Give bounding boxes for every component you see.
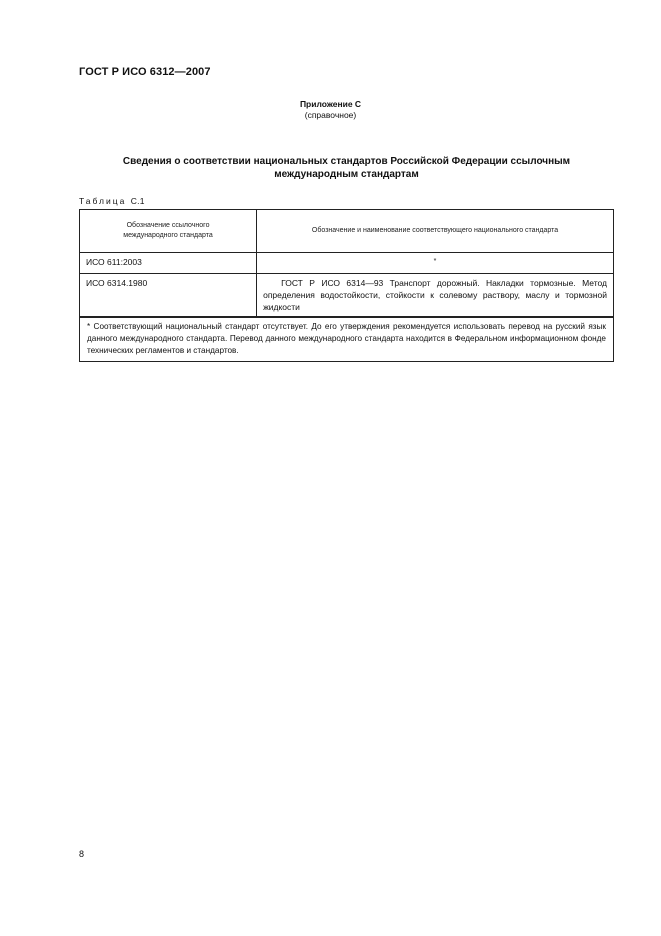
cell-international-standard: ИСО 611:2003 <box>80 253 257 274</box>
document-header: ГОСТ Р ИСО 6312—2007 <box>79 66 211 78</box>
annex-subtitle: (справочное) <box>304 110 357 120</box>
table-caption-number: С.1 <box>130 196 145 206</box>
section-title <box>79 155 614 181</box>
section-title-line1: Сведения о соответствии национальных стандартов Российской Федерации ссылочным <box>122 156 571 167</box>
table-row <box>80 253 614 274</box>
annex-heading <box>0 99 661 121</box>
header-col1-line2: международного стандарта <box>123 232 213 239</box>
table-caption <box>79 196 145 206</box>
conformity-table <box>79 209 614 362</box>
section-title-line2: международным стандартам <box>274 169 419 180</box>
header-col1-line1: Обозначение ссылочного <box>126 222 210 229</box>
cell-national-standard: ГОСТ Р ИСО 6314—93 Транспорт дорожный. Накладки тормозные. Метод определения водостойкости, стойкости к солевому раствору, маслу и тормозной жидкости <box>257 274 614 318</box>
table-caption-label: Таблица <box>79 196 127 206</box>
header-international-standard <box>80 210 257 253</box>
header-national-standard: Обозначение и наименование соответствующего национального стандарта <box>257 210 614 253</box>
table-footnote: * Соответствующий национальный стандарт отсутствует. До его утверждения рекомендуется использовать перевод на русский язык данного международного стандарта. Перевод данного международного стандарта находится в Федеральном информационном фонде технических регламентов и стандартов. <box>80 317 614 362</box>
page-number: 8 <box>79 849 85 859</box>
table-header-row <box>80 210 614 253</box>
table-footnote-row <box>80 317 614 362</box>
cell-international-standard: ИСО 6314.1980 <box>80 274 257 318</box>
annex-title: Приложение С <box>299 99 362 109</box>
cell-national-standard: * <box>257 253 614 274</box>
table-row <box>80 274 614 318</box>
